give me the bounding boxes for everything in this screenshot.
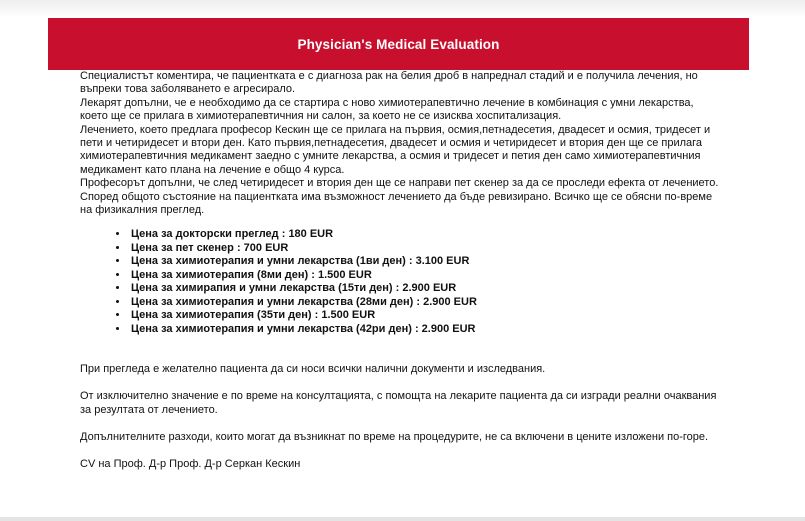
intro-paragraph-schedule: Лечението, което предлага професор Кескин ще се прилага на първия, осмия,петнадесетия, двадесет и осмия, тридесет и пети и четиридесет и втори ден. Като първия,петнадесетия, двадесет и осмия и четиридесет и втория ден ще се прилага химиотерапевтичния медикамент заедно с умните лекарства, а осмия и тридесет и петия ден само химиотерапевтичния медикамент като плана на лечение е общо 4 курса. — [80, 123, 711, 176]
price-item-pet-scan: • Цена за пет скенер : 700 EUR — [129, 242, 720, 256]
intro-paragraph-treatment: Лекарят допълни, че е необходимо да се стартира с ново химиотерапевтично лечение в комбинация с умни лекарства, което ще се прилага в химиотерапевтичния ни салон, за което не се изисква хоспитализация. — [80, 96, 694, 123]
bottom-bar — [0, 517, 805, 521]
price-item-day-8: • Цена за химиотерапия (8ми ден) : 1.500 EUR — [129, 269, 720, 283]
price-item-day-28: • Цена за химиотерапия и умни лекарства (28ми ден) : 2.900 EUR — [129, 296, 720, 310]
price-list — [80, 228, 720, 336]
price-item-day-42: • Цена за химиотерапия и умни лекарства (42ри ден) : 2.900 EUR — [129, 323, 720, 337]
price-item-day-15: • Цена за химирапия и умни лекарства (15ти ден) : 2.900 EUR — [129, 282, 720, 296]
page-title: Physician's Medical Evaluation — [297, 36, 500, 52]
price-item-day-1: • Цена за химиотерапия и умни лекарства (1ви ден) : 3.100 EUR — [129, 255, 720, 269]
note-extra-costs: Допълнителните разходи, които могат да възникнат по време на процедурите, не са включени в цените изложени по-горе. — [80, 430, 709, 443]
header-banner — [48, 18, 749, 70]
note-documents: При прегледа е желателно пациента да си носи всички налични документи и изследвания. — [80, 363, 546, 376]
document-body — [80, 70, 720, 471]
intro-paragraph-followup: Професорът допълни, че след четиридесет и втория ден ще се направи пет скенер за да се проследи ефекта от лечението. Според общото състояние на пациентката има възможност лечението да бъде ревизирано. Всичко ще се обясни по-време на физикалния преглед. — [80, 177, 719, 217]
top-fade — [0, 0, 805, 18]
intro-paragraph-diagnosis: Специалистът коментира, че пациентката е с диагноза рак на белия дроб в напреднал стадий и е получила лечения, но въпреки това заболяването е агресирало. — [80, 70, 698, 96]
price-item-day-35: • Цена за химиотерапия (35ти ден) : 1.500 EUR — [129, 309, 720, 323]
price-item-consultation: • Цена за докторски преглед : 180 EUR — [129, 228, 720, 242]
cv-line: CV на Проф. Д-р Проф. Д-р Серкан Кескин — [80, 457, 301, 470]
note-consultation: От изключително значение е по време на консултацията, с помощта на лекарите пациента да си изгради реални очаквания за резултата от лечението. — [80, 390, 717, 416]
